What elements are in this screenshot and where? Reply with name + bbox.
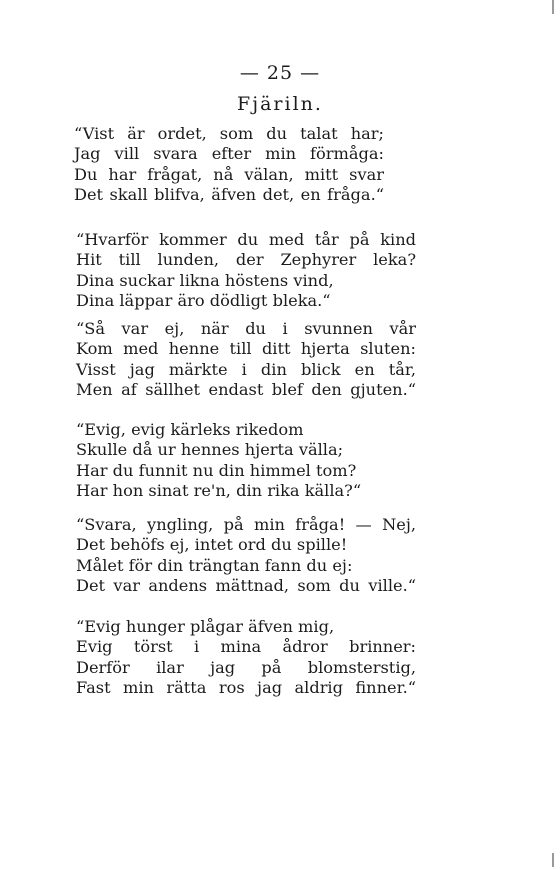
stanza-2 [76,230,416,312]
poem-line: Fast min rätta ros jag aldrig finner.“ [76,678,416,698]
poem-line: Visst jag märkte i din blick en tår, [76,359,416,379]
poem-line: Har du funnit nu din himmel tom? [76,460,357,480]
poem-line: Målet för din trängtan fann du ej: [76,555,353,575]
stanza-1 [74,124,414,206]
poem-line: Har hon sinat re'n, din rika källa?“ [76,481,362,501]
poem-line: “Vist är ordet, som du talat har; [74,124,384,143]
poem-line: Hit till lunden, der Zephyrer leka? [76,250,416,270]
stanza-6 [76,617,416,699]
poem-line: Det behöfs ej, intet ord du spille! [76,535,348,555]
poem-line: Skulle då ur hennes hjerta välla; [76,440,344,460]
poem-line: Det var andens mättnad, som du ville.“ [76,576,416,596]
page-number: — 25 — [239,62,321,84]
stanza-4 [76,420,416,502]
stanza-5 [76,515,416,597]
poem-line: Evig törst i mina ådror brinner: [76,637,416,657]
poem-line: Kom med henne till ditt hjerta sluten: [76,339,416,359]
poem-line: Du har frågat, nå välan, mitt svar [74,164,384,184]
scan-edge-mark [552,0,554,14]
poem-line: “Svara, yngling, på min fråga! — Nej, [76,515,416,534]
poem-line: Men af sällhet endast blef den gjuten.“ [76,380,416,400]
stanza-3 [76,319,416,401]
poem-line: Det skall blifva, äfven det, en fråga.“ [74,185,384,205]
poem-line: Derför ilar jag på blomsterstig, [76,657,416,677]
scan-edge-mark [552,853,554,867]
poem-line: Dina läppar äro dödligt bleka.“ [76,291,331,311]
poem-line: “Evig, evig kärleks rikedom [76,420,304,439]
poem-line: Dina suckar likna höstens vind, [76,270,334,290]
poem-line: Jag vill svara efter min förmåga: [74,144,384,164]
poem-line: “Evig hunger plågar äfven mig, [76,617,335,636]
poem-title: Fjäriln. [237,93,323,115]
poem-line: “Så var ej, när du i svunnen vår [76,319,416,338]
poem-line: “Hvarför kommer du med tår på kind [76,230,416,249]
